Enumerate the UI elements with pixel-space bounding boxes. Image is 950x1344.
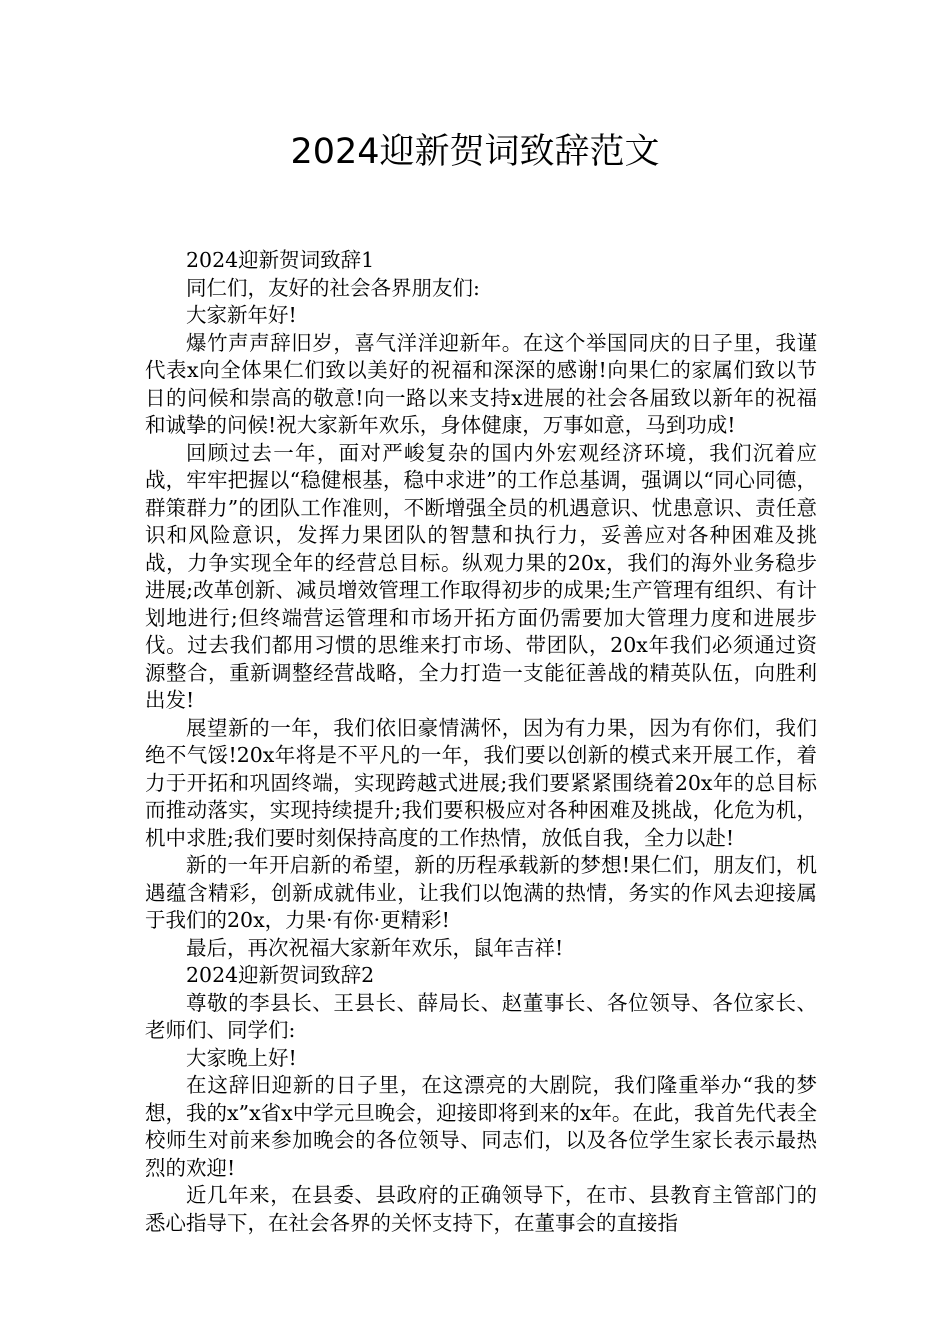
paragraph-salutation-2: 尊敬的李县长、王县长、薛局长、赵董事长、各位领导、各位家长、老师们、同学们: — [145, 990, 817, 1042]
paragraph-body: 爆竹声声辞旧岁，喜气洋洋迎新年。在这个举国同庆的日子里，我谨代表x向全体果仁们致以美好的祝福和深深的感谢!向果仁的家属们致以节日的问候和崇高的敬意!向一路以来支持x进展的社会各届致以新年的祝福和诚挚的问候!祝大家新年欢乐，身体健康，万事如意，马到功成! — [145, 330, 817, 437]
paragraph-heading-1: 2024迎新贺词致辞1 — [186, 248, 375, 272]
paragraph-salutation-1: 同仁们，友好的社会各界朋友们: — [186, 275, 480, 300]
paragraph-closing: 最后，再次祝福大家新年欢乐，鼠年吉祥! — [186, 935, 564, 960]
paragraph-body: 展望新的一年，我们依旧豪情满怀，因为有力果，因为有你们，我们绝不气馁!20x年将是不平凡的一年，我们要以创新的模式来开展工作，着力于开拓和巩固终端，实现跨越式进展;我们要紧紧围绕着20x年的总目标而推动落实，实现持续提升;我们要积极应对各种困难及挑战，化危为机，机中求胜;我们要时刻保持高度的工作热情，放低自我，全力以赴! — [145, 715, 817, 850]
document-title: 2024迎新贺词致辞范文 — [290, 132, 660, 172]
paragraph-body: 回顾过去一年，面对严峻复杂的国内外宏观经济环境，我们沉着应战，牢牢把握以“稳健根基，稳中求进”的工作总基调，强调以“同心同德，群策群力”的团队工作准则，不断增强全员的机遇意识、忧患意识、责任意识和风险意识，发挥力果团队的智慧和执行力，妥善应对各种困难及挑战，力争实现全年的经营总目标。纵观力果的20x，我们的海外业务稳步进展;改革创新、减员增效管理工作取得初步的成果;生产管理有组织、有计划地进行;但终端营运管理和市场开拓方面仍需要加大管理力度和进展步伐。过去我们都用习惯的思维来打市场、带团队，20x年我们必须通过资源整合，重新调整经营战略，全力打造一支能征善战的精英队伍，向胜利出发! — [145, 440, 817, 712]
paragraph-greeting-1: 大家新年好! — [186, 303, 297, 327]
paragraph-greeting-2: 大家晚上好! — [186, 1045, 297, 1070]
paragraph-body: 近几年来，在县委、县政府的正确领导下，在市、县教育主管部门的悉心指导下，在社会各界的关怀支持下，在董事会的直接指 — [145, 1183, 817, 1235]
paragraph-body: 新的一年开启新的希望，新的历程承载新的梦想!果仁们，朋友们，机遇蕴含精彩，创新成就伟业，让我们以饱满的热情，务实的作风去迎接属于我们的20x，力果·有你·更精彩! — [145, 853, 817, 932]
document-body — [145, 247, 817, 1237]
paragraph-heading-2: 2024迎新贺词致辞2 — [186, 963, 375, 987]
paragraph-body: 在这辞旧迎新的日子里，在这漂亮的大剧院，我们隆重举办“我的梦想，我的x”x省x中学元旦晚会，迎接即将到来的x年。在此，我首先代表全校师生对前来参加晚会的各位领导、同志们，以及各位学生家长表示最热烈的欢迎! — [145, 1073, 817, 1180]
